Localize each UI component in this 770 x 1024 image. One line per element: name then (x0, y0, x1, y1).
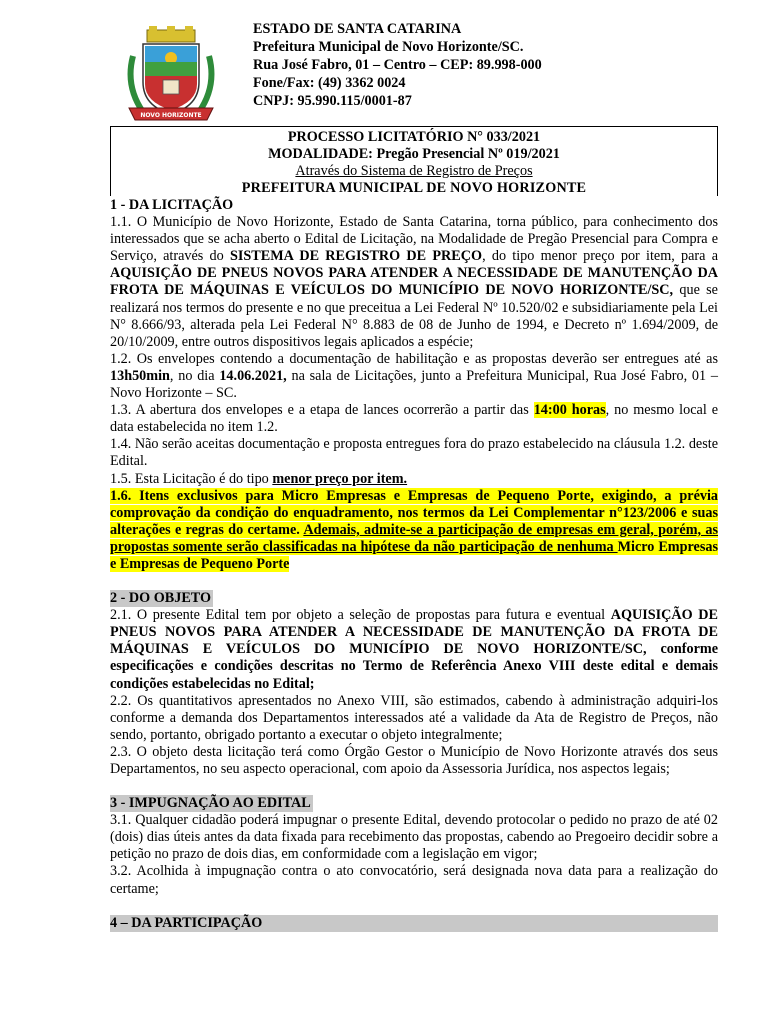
process-box (110, 126, 718, 196)
document-body (110, 197, 718, 932)
paragraph-2-3: 2.3. O objeto desta licitação terá como Órgão Gestor o Município de Novo Horizonte através dos seus Departamentos, no seu aspecto operacional, com apoio da Assessoria Jurídica, nos aspectos legais; (110, 743, 718, 777)
paragraph-1-6: 1.6. Itens exclusivos para Micro Empresas e Empresas de Pequeno Porte, exigindo, a prévia comprovação da condição do enquadramento, nos termos da Lei Complementar n°123/2006 e suas alterações e regras do certame. Ademais, admite-se a participação de empresas em geral, porém, as propostas somente serão classificadas na hipótese da não participação de nenhuma Micro Empresas e Empresas de Pequeno Porte (110, 487, 718, 572)
paragraph-3-2: 3.2. Acolhida à impugnação contra o ato convocatório, será designada nova data para a realização do certame; (110, 863, 718, 897)
process-organization: PREFEITURA MUNICIPAL DE NOVO HORIZONTE (241, 180, 587, 196)
section-1-title: 1 - DA LICITAÇÃO (110, 197, 234, 213)
process-system: Através do Sistema de Registro de Preços (295, 163, 533, 179)
section-2-title: 2 - DO OBJETO (110, 590, 212, 607)
paragraph-1-4: 1.4. Não serão aceitas documentação e proposta entregues fora do prazo estabelecido na cláusula 1.2. deste Edital. (110, 436, 718, 470)
section-4-title: 4 – DA PARTICIPAÇÃO (110, 915, 718, 932)
paragraph-2-1: 2.1. O presente Edital tem por objeto a seleção de propostas para futura e eventual AQUISIÇÃO DE PNEUS NOVOS PARA ATENDER A NECESSIDADE DE MANUTENÇÃO DA FROTA DE MÁQUINAS E VEÍCULOS DO MUNICÍPIO DE NOVO HORIZONTE/SC, conforme especificações e condições descritas no Termo de Referência Anexo VIII deste edital e demais condições estabelecidas no Edital; (110, 607, 718, 692)
paragraph-1-1: 1.1. O Município de Novo Horizonte, Estado de Santa Catarina, torna público, para conhecimento dos interessados que se acha aberto o Edital de Licitação, na Modalidade de Pregão Presencial para Compra e Serviço, através do SISTEMA DE REGISTRO DE PREÇO, do tipo menor preço por item, para a AQUISIÇÃO DE PNEUS NOVOS PARA ATENDER A NECESSIDADE DE MANUTENÇÃO DA FROTA DE MÁQUINAS E VEÍCULOS DO MUNICÍPIO DE NOVO HORIZONTE/SC, que se realizará nos termos do presente e no que preceitua a Lei Federal Nº 10.520/02 e subsidiariamente pela Lei N° 8.666/93, alterada pela Lei Federal N° 8.883 de 08 de Junho de 1994, e Decreto nº 1.694/2009, de 20/10/2009, entre outros dispositivos legais aplicados a espécie; (110, 214, 718, 350)
crest-banner-text: NOVO HORIZONTE (140, 112, 202, 119)
header-phone: Fone/Fax: (49) 3362 0024 (253, 75, 406, 91)
process-number: PROCESSO LICITATÓRIO N° 033/2021 (287, 129, 541, 145)
header-cnpj: CNPJ: 95.990.115/0001-87 (253, 93, 412, 109)
letterhead-text (253, 20, 542, 110)
header-state: ESTADO DE SANTA CATARINA (253, 21, 462, 37)
paragraph-2-2: 2.2. Os quantitativos apresentados no Anexo VIII, são estimados, cabendo à administração adquiri-los conforme a demanda dos Departamentos interessados até a validade da Ata de Registro de Preços, não sendo, portanto, obrigado portanto a executar o objeto integralmente; (110, 692, 718, 743)
paragraph-1-3: 1.3. A abertura dos envelopes e a etapa de lances ocorrerão a partir das 14:00 horas, no mesmo local e data estabelecida no item 1.2. (110, 402, 718, 436)
municipal-crest-icon (123, 26, 219, 126)
letterhead (105, 20, 725, 119)
header-address: Rua José Fabro, 01 – Centro – CEP: 89.998-000 (253, 57, 542, 73)
process-modality: MODALIDADE: Pregão Presencial Nº 019/2021 (268, 146, 560, 162)
paragraph-3-1: 3.1. Qualquer cidadão poderá impugnar o presente Edital, devendo protocolar o pedido no prazo de até 02 (dois) dias úteis antes da data fixada para recebimento das propostas, cabendo ao Pregoeiro decidir sobre a petição no prazo de dois dias, em conformidade com a legislação em vigor; (110, 812, 718, 863)
paragraph-1-5: 1.5. Esta Licitação é do tipo menor preço por item. (110, 470, 408, 487)
section-3-title: 3 - IMPUGNAÇÃO AO EDITAL (110, 795, 311, 812)
paragraph-1-2: 1.2. Os envelopes contendo a documentação de habilitação e as propostas deverão ser entregues até as 13h50min, no dia 14.06.2021, na sala de Licitações, junto a Prefeitura Municipal, Rua José Fabro, 01 – Novo Horizonte – SC. (110, 350, 718, 402)
header-prefecture: Prefeitura Municipal de Novo Horizonte/SC. (253, 39, 524, 55)
